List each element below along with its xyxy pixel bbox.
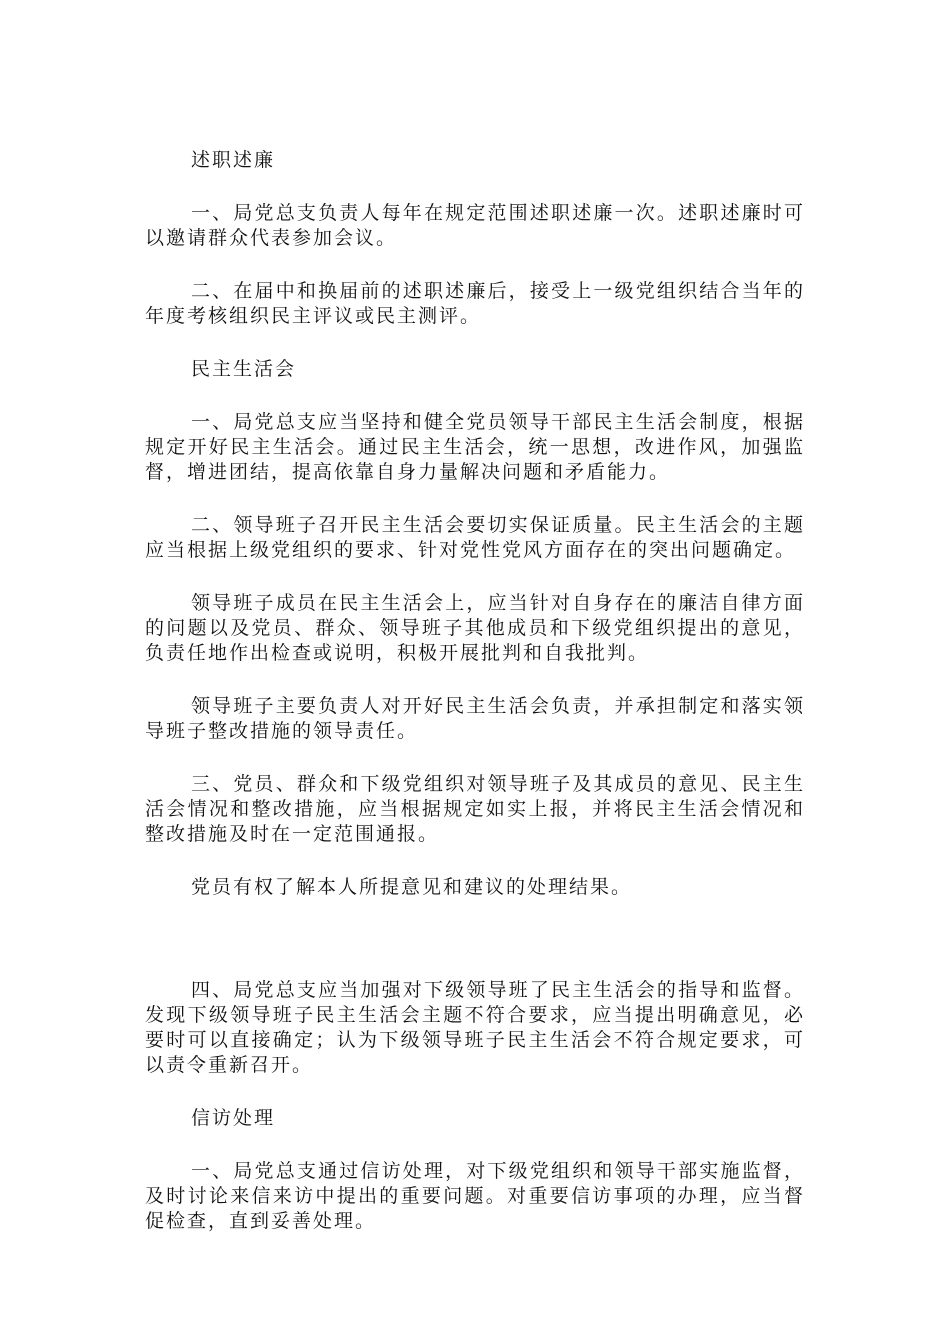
paragraph: 党员有权了解本人所提意见和建议的处理结果。 (191, 876, 633, 898)
paragraph: 四、局党总支应当加强对下级领导班了民主生活会的指导和监督。发现下级领导班子民主生活会主题不符合要求，应当提出明确意见，必要时可以直接确定；认为下级领导班子民主生活会不符合规定要求，可以责令重新召开。 (145, 979, 805, 1076)
section-heading-minzhu: 民主生活会 (191, 358, 297, 380)
document-body (145, 148, 805, 1234)
section-heading-xinfang: 信访处理 (191, 1107, 276, 1129)
paragraph: 领导班子主要负责人对开好民主生活会负责，并承担制定和落实领导班子整改措施的领导责任。 (145, 695, 805, 742)
paragraph: 三、党员、群众和下级党组织对领导班子及其成员的意见、民主生活会情况和整改措施，应当根据规定如实上报，并将民主生活会情况和整改措施及时在一定范围通报。 (145, 773, 805, 845)
paragraph: 领导班子成员在民主生活会上，应当针对自身存在的廉洁自律方面的问题以及党员、群众、领导班子其他成员和下级党组织提出的意见，负责任地作出检查或说明，积极开展批判和自我批判。 (145, 592, 805, 664)
paragraph: 二、领导班子召开民主生活会要切实保证质量。民主生活会的主题应当根据上级党组织的要求、针对党性党风方面存在的突出问题确定。 (145, 514, 805, 561)
paragraph: 二、在届中和换届前的述职述廉后，接受上一级党组织结合当年的年度考核组织民主评议或民主测评。 (145, 280, 805, 327)
paragraph: 一、局党总支通过信访处理，对下级党组织和领导干部实施监督，及时讨论来信来访中提出的重要问题。对重要信访事项的办理，应当督促检查，直到妥善处理。 (145, 1160, 805, 1232)
paragraph: 一、局党总支负责人每年在规定范围述职述廉一次。述职述廉时可以邀请群众代表参加会议。 (145, 202, 805, 249)
section-heading-shuzhi: 述职述廉 (191, 149, 276, 171)
paragraph: 一、局党总支应当坚持和健全党员领导干部民主生活会制度，根据规定开好民主生活会。通过民主生活会，统一思想，改进作风，加强监督，增进团结，提高依靠自身力量解决问题和矛盾能力。 (145, 411, 805, 483)
